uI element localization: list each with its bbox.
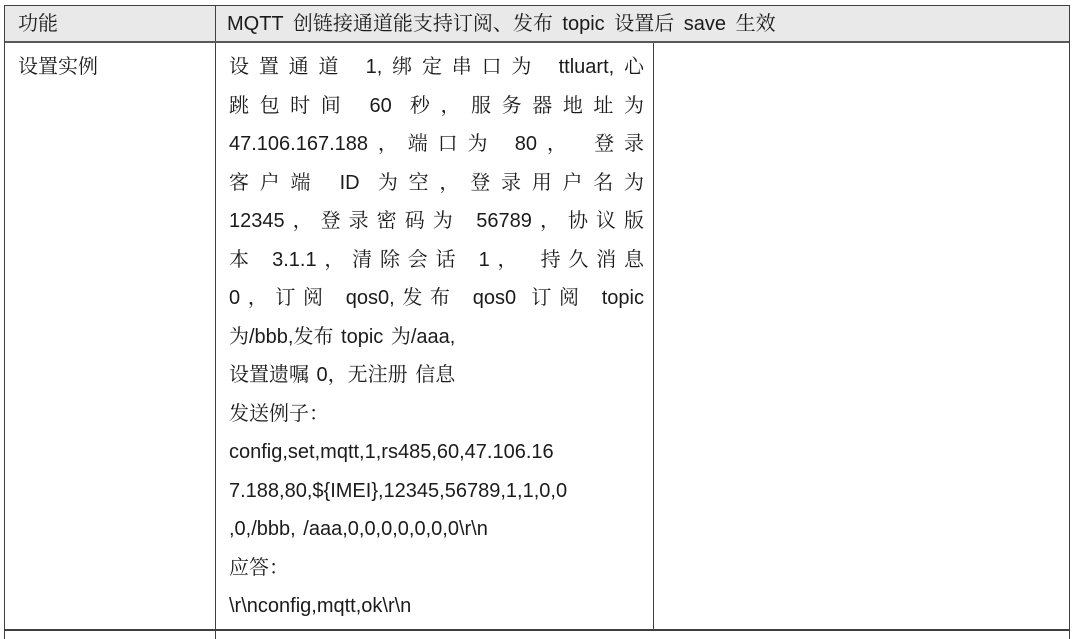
example-line: 7.188,80,${IMEI},12345,56789,1,1,0,0: [229, 479, 568, 502]
example-line: 应答：: [229, 556, 289, 579]
empty-cell: [654, 43, 1069, 629]
example-line: 客户端 ID 为空，登录用户名为: [229, 171, 644, 194]
next-row-content-cell: [216, 631, 1069, 639]
example-line: 设置遗嘱 0，无注册 信息: [229, 364, 456, 386]
example-line: 本 3.1.1，清除会话 1， 持久消息: [229, 248, 644, 271]
example-line: 0，订阅 qos0,发布 qos0 订阅 topic: [229, 287, 644, 309]
example-label-cell: [5, 43, 216, 629]
example-content-cell: [216, 43, 654, 629]
function-label: 功能: [18, 13, 58, 35]
example-line: config,set,mqtt,1,rs485,60,47.106.16: [229, 441, 554, 463]
example-line: \r\nconfig,mqtt,ok\r\n: [229, 595, 412, 617]
function-value-cell: [216, 6, 1069, 41]
function-value: MQTT 创链接通道能支持订阅、发布 topic 设置后 save 生效: [227, 13, 776, 35]
table-row-example: [5, 43, 1069, 631]
example-label: 设置实例: [18, 56, 98, 78]
function-label-cell: [5, 6, 216, 41]
example-line: 为/bbb,发布 topic 为/aaa,: [229, 325, 456, 348]
example-line: 设置通道 1,绑定串口为 ttluart,心: [229, 56, 644, 78]
example-line: 12345，登录密码为 56789，协议版: [229, 210, 644, 232]
example-line: ,0,/bbb, /aaa,0,0,0,0,0,0,0\r\n: [229, 518, 488, 540]
example-line: 47.106.167.188，端口为 80， 登录: [229, 133, 644, 155]
next-row-label-cell: [5, 631, 216, 639]
next-row-partial: [5, 631, 1069, 639]
table-row-function: [5, 6, 1069, 43]
mqtt-config-table: [4, 5, 1070, 639]
example-line: 发送例子：: [229, 402, 329, 425]
example-line: 跳包时间 60 秒，服务器地址为: [229, 94, 644, 117]
